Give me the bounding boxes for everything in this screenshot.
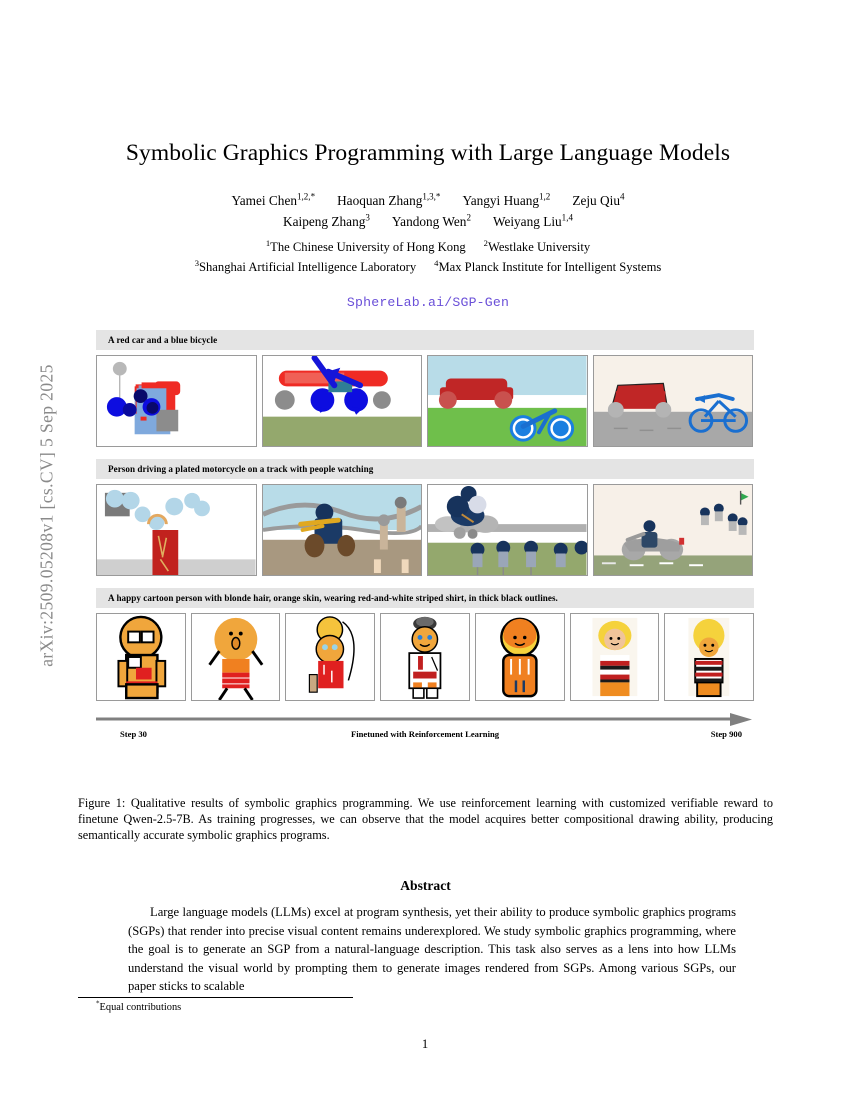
figure-caption [78, 795, 773, 844]
affiliation-name: Westlake University [487, 240, 591, 254]
author-line-2 [78, 214, 778, 230]
footnote-divider [78, 997, 353, 998]
footnote-text: Equal contributions [99, 1002, 182, 1013]
author-affiliation-marker: 4 [619, 191, 625, 202]
render-panel[interactable] [96, 355, 257, 447]
author-affiliation-marker: 3 [365, 212, 370, 223]
author-entry [232, 193, 316, 208]
affiliation-name: Max Planck Institute for Intelligent Systems [438, 260, 662, 274]
render-panel[interactable] [593, 355, 754, 447]
step-end-label: Step 900 [710, 729, 742, 739]
render-panel[interactable] [262, 484, 423, 576]
abstract-body: Large language models (LLMs) excel at program synthesis, yet their ability to produce symbolic graphics programs (SGPs) that render into precise visual content remains underexplored. We study symbolic graphics programming, where the goal is to generate an SGP from a natural-language description. This task also serves as a lens into how LLMs understand the visual world by prompting them to generate images rendered from SGPs. Among various SGPs, our paper sticks to scalable [128, 905, 736, 993]
row-caption-car-bicycle: A red car and a blue bicycle [96, 330, 754, 350]
row-caption-motorcycle: Person driving a plated motorcycle on a track with people watching [96, 459, 754, 479]
author-entry [283, 214, 370, 229]
render-panel[interactable] [262, 355, 423, 447]
render-panel[interactable] [570, 613, 660, 701]
author-name: Haoquan Zhang [337, 193, 423, 208]
author-name: Yamei Chen [231, 193, 298, 208]
abstract-heading: Abstract [400, 878, 451, 893]
render-panel[interactable] [427, 355, 588, 447]
render-panel[interactable] [593, 484, 754, 576]
project-page-link[interactable]: SphereLab.ai/SGP-Gen [346, 295, 510, 310]
panel-row-motorcycle [96, 484, 754, 576]
author-name: Weiyang Liu [492, 214, 562, 229]
author-name: Yandong Wen [391, 214, 467, 229]
figure-caption-label: Figure 1: [78, 796, 126, 810]
author-affiliation-marker: 1,2,* [297, 191, 316, 202]
arxiv-stamp: arXiv:2509.05208v1 [cs.CV] 5 Sep 2025 [36, 364, 57, 667]
render-panel[interactable] [427, 484, 588, 576]
author-entry [462, 193, 550, 208]
author-name: Zeju Qiu [572, 193, 620, 208]
author-line-1 [78, 193, 778, 209]
author-entry [493, 214, 573, 229]
figure-caption-text: Qualitative results of symbolic graphics programming. We use reinforcement learning with customized verifiable reward to finetune Qwen-2.5-7B. As training progresses, we can observe that the model acquires better compositional drawing ability, producing semantically accurate symbolic graphics programs. [78, 796, 773, 843]
author-entry [392, 214, 471, 229]
affiliation-name: Shanghai Artificial Intelligence Laboratory [199, 260, 417, 274]
training-progress-arrow [96, 713, 754, 727]
affiliation-index: 3 [194, 257, 199, 268]
row-caption-cartoon-person: A happy cartoon person with blonde hair, orange skin, wearing red-and-white striped shirt, in thick black outlines. [96, 588, 754, 608]
render-panel[interactable] [96, 484, 257, 576]
page-number: 1 [421, 1037, 429, 1051]
author-affiliation-marker: 2 [466, 212, 471, 223]
author-entry [572, 193, 624, 208]
step-start-label: Step 30 [120, 729, 147, 739]
author-name: Kaipeng Zhang [283, 214, 366, 229]
step-labels [96, 729, 754, 745]
render-panel[interactable] [380, 613, 470, 701]
footnote [96, 999, 182, 1013]
affiliation-index: 1 [265, 237, 271, 248]
render-panel[interactable] [285, 613, 375, 701]
page-title: Symbolic Graphics Programming with Large Language Models [125, 139, 731, 166]
panel-row-car-bicycle [96, 355, 754, 447]
affiliation-index: 2 [483, 237, 488, 248]
affiliation-line-1 [78, 237, 778, 255]
author-affiliation-marker: 1,3,* [422, 191, 441, 202]
render-panel[interactable] [191, 613, 281, 701]
author-name: Yangyi Huang [462, 193, 540, 208]
affiliation-name: The Chinese University of Hong Kong [270, 240, 466, 254]
affiliation-index: 4 [434, 257, 439, 268]
author-entry [337, 193, 440, 208]
affiliation-line-2 [78, 257, 778, 275]
render-panel[interactable] [96, 613, 186, 701]
author-affiliation-marker: 1,4 [561, 212, 573, 223]
figure-1 [96, 330, 754, 745]
author-affiliation-marker: 1,2 [539, 191, 551, 202]
panel-row-cartoon-person [96, 613, 754, 701]
training-method-label: Finetuned with Reinforcement Learning [350, 729, 500, 739]
render-panel[interactable] [664, 613, 754, 701]
render-panel[interactable] [475, 613, 565, 701]
footnote-marker: * [96, 999, 100, 1008]
